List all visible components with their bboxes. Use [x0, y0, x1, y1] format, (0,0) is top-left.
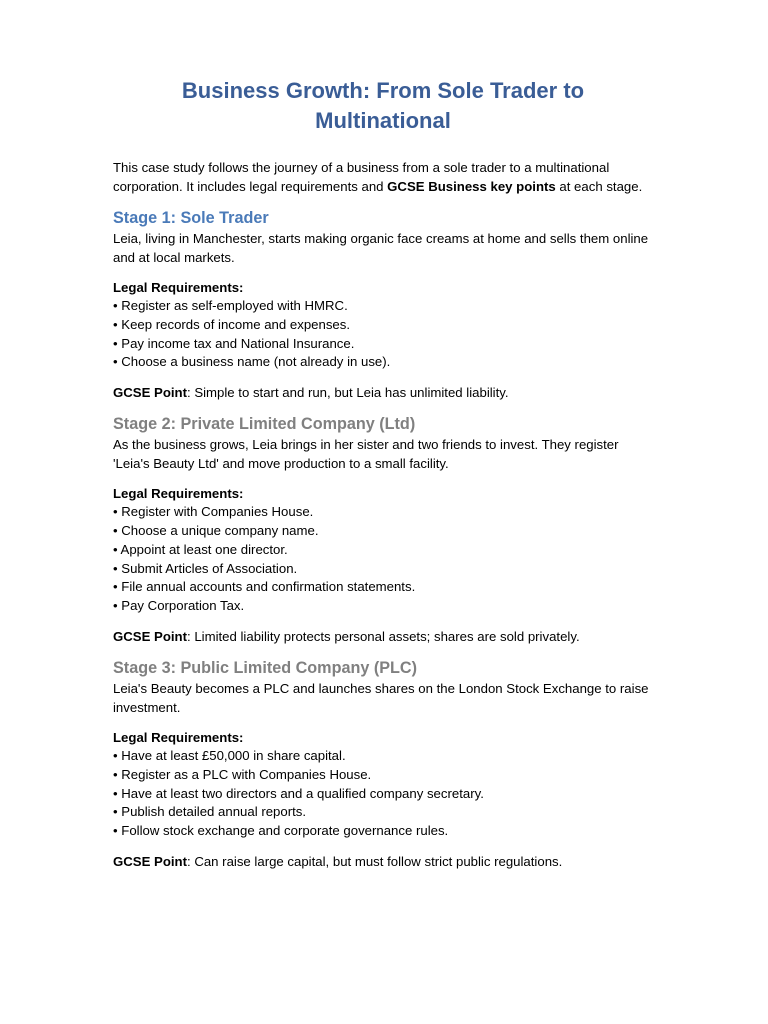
stage-2-description: As the business grows, Leia brings in her sister and two friends to invest. They register 'Leia's Beauty Ltd' and move production to a small facility. [113, 437, 619, 472]
list-item: • Have at least two directors and a qualified company secretary. [113, 785, 484, 801]
list-item: • Register as self-employed with HMRC. [113, 298, 348, 313]
stage-2-legal-title: Legal Requirements: [113, 486, 244, 502]
list-item: • Appoint at least one director. [113, 541, 288, 557]
stage-1-description: Leia, living in Manchester, starts making organic face creams at home and sells them online and at local markets. [113, 231, 649, 265]
stage-1-requirements-list [113, 297, 653, 372]
document-body [113, 76, 653, 871]
intro-paragraph [113, 158, 653, 196]
stage-1-gcse-point [113, 383, 653, 402]
gcse-label: GCSE Point [113, 853, 187, 869]
intro-bold-text: GCSE Business key points [387, 179, 556, 194]
gcse-label: GCSE Point [113, 628, 187, 644]
stage-2-gcse-point [113, 627, 653, 646]
list-item: • Submit Articles of Association. [113, 560, 298, 576]
gcse-label: GCSE Point [113, 385, 187, 401]
stage-3-description: Leia's Beauty becomes a PLC and launches shares on the London Stock Exchange to raise investment. [113, 680, 649, 715]
list-item: • Have at least £50,000 in share capital. [113, 747, 346, 763]
list-item: • Register as a PLC with Companies House. [113, 766, 372, 782]
stage-3-requirements-list [113, 747, 653, 841]
gcse-text: : Can raise large capital, but must follow strict public regulations. [187, 853, 563, 869]
stage-3-heading: Stage 3: Public Limited Company (PLC) [113, 658, 417, 677]
list-item: • Pay income tax and National Insurance. [113, 335, 355, 351]
stage-3-legal-title: Legal Requirements: [113, 729, 244, 745]
gcse-text: : Limited liability protects personal assets; shares are sold privately. [187, 628, 580, 644]
list-item: • File annual accounts and confirmation statements. [113, 579, 416, 595]
stage-2-section [113, 413, 653, 646]
list-item: • Keep records of income and expenses. [113, 316, 351, 332]
stage-3-gcse-point [113, 852, 653, 871]
list-item: • Choose a business name (not already in use). [113, 354, 391, 370]
title-line-1: Business Growth: From Sole Trader to [181, 78, 585, 103]
list-item: • Pay Corporation Tax. [113, 598, 245, 614]
stage-1-section [113, 207, 653, 402]
title-line-2: Multinational [315, 108, 451, 133]
list-item: • Choose a unique company name. [113, 522, 319, 538]
list-item: • Publish detailed annual reports. [113, 804, 307, 820]
list-item: • Follow stock exchange and corporate governance rules. [113, 823, 449, 839]
intro-text: This case study follows the journey of a business from a sole trader to a multinational corporation. It includes legal requirements and [113, 160, 610, 194]
stage-2-heading: Stage 2: Private Limited Company (Ltd) [113, 415, 416, 434]
stage-1-legal-title: Legal Requirements: [113, 280, 244, 295]
document-title [113, 76, 653, 136]
stage-2-requirements-list [113, 503, 653, 616]
gcse-text: : Simple to start and run, but Leia has unlimited liability. [187, 385, 509, 401]
stage-1-heading: Stage 1: Sole Trader [113, 209, 269, 227]
list-item: • Register with Companies House. [113, 504, 314, 520]
stage-3-section [113, 657, 653, 871]
intro-text-end: at each stage. [555, 179, 643, 194]
